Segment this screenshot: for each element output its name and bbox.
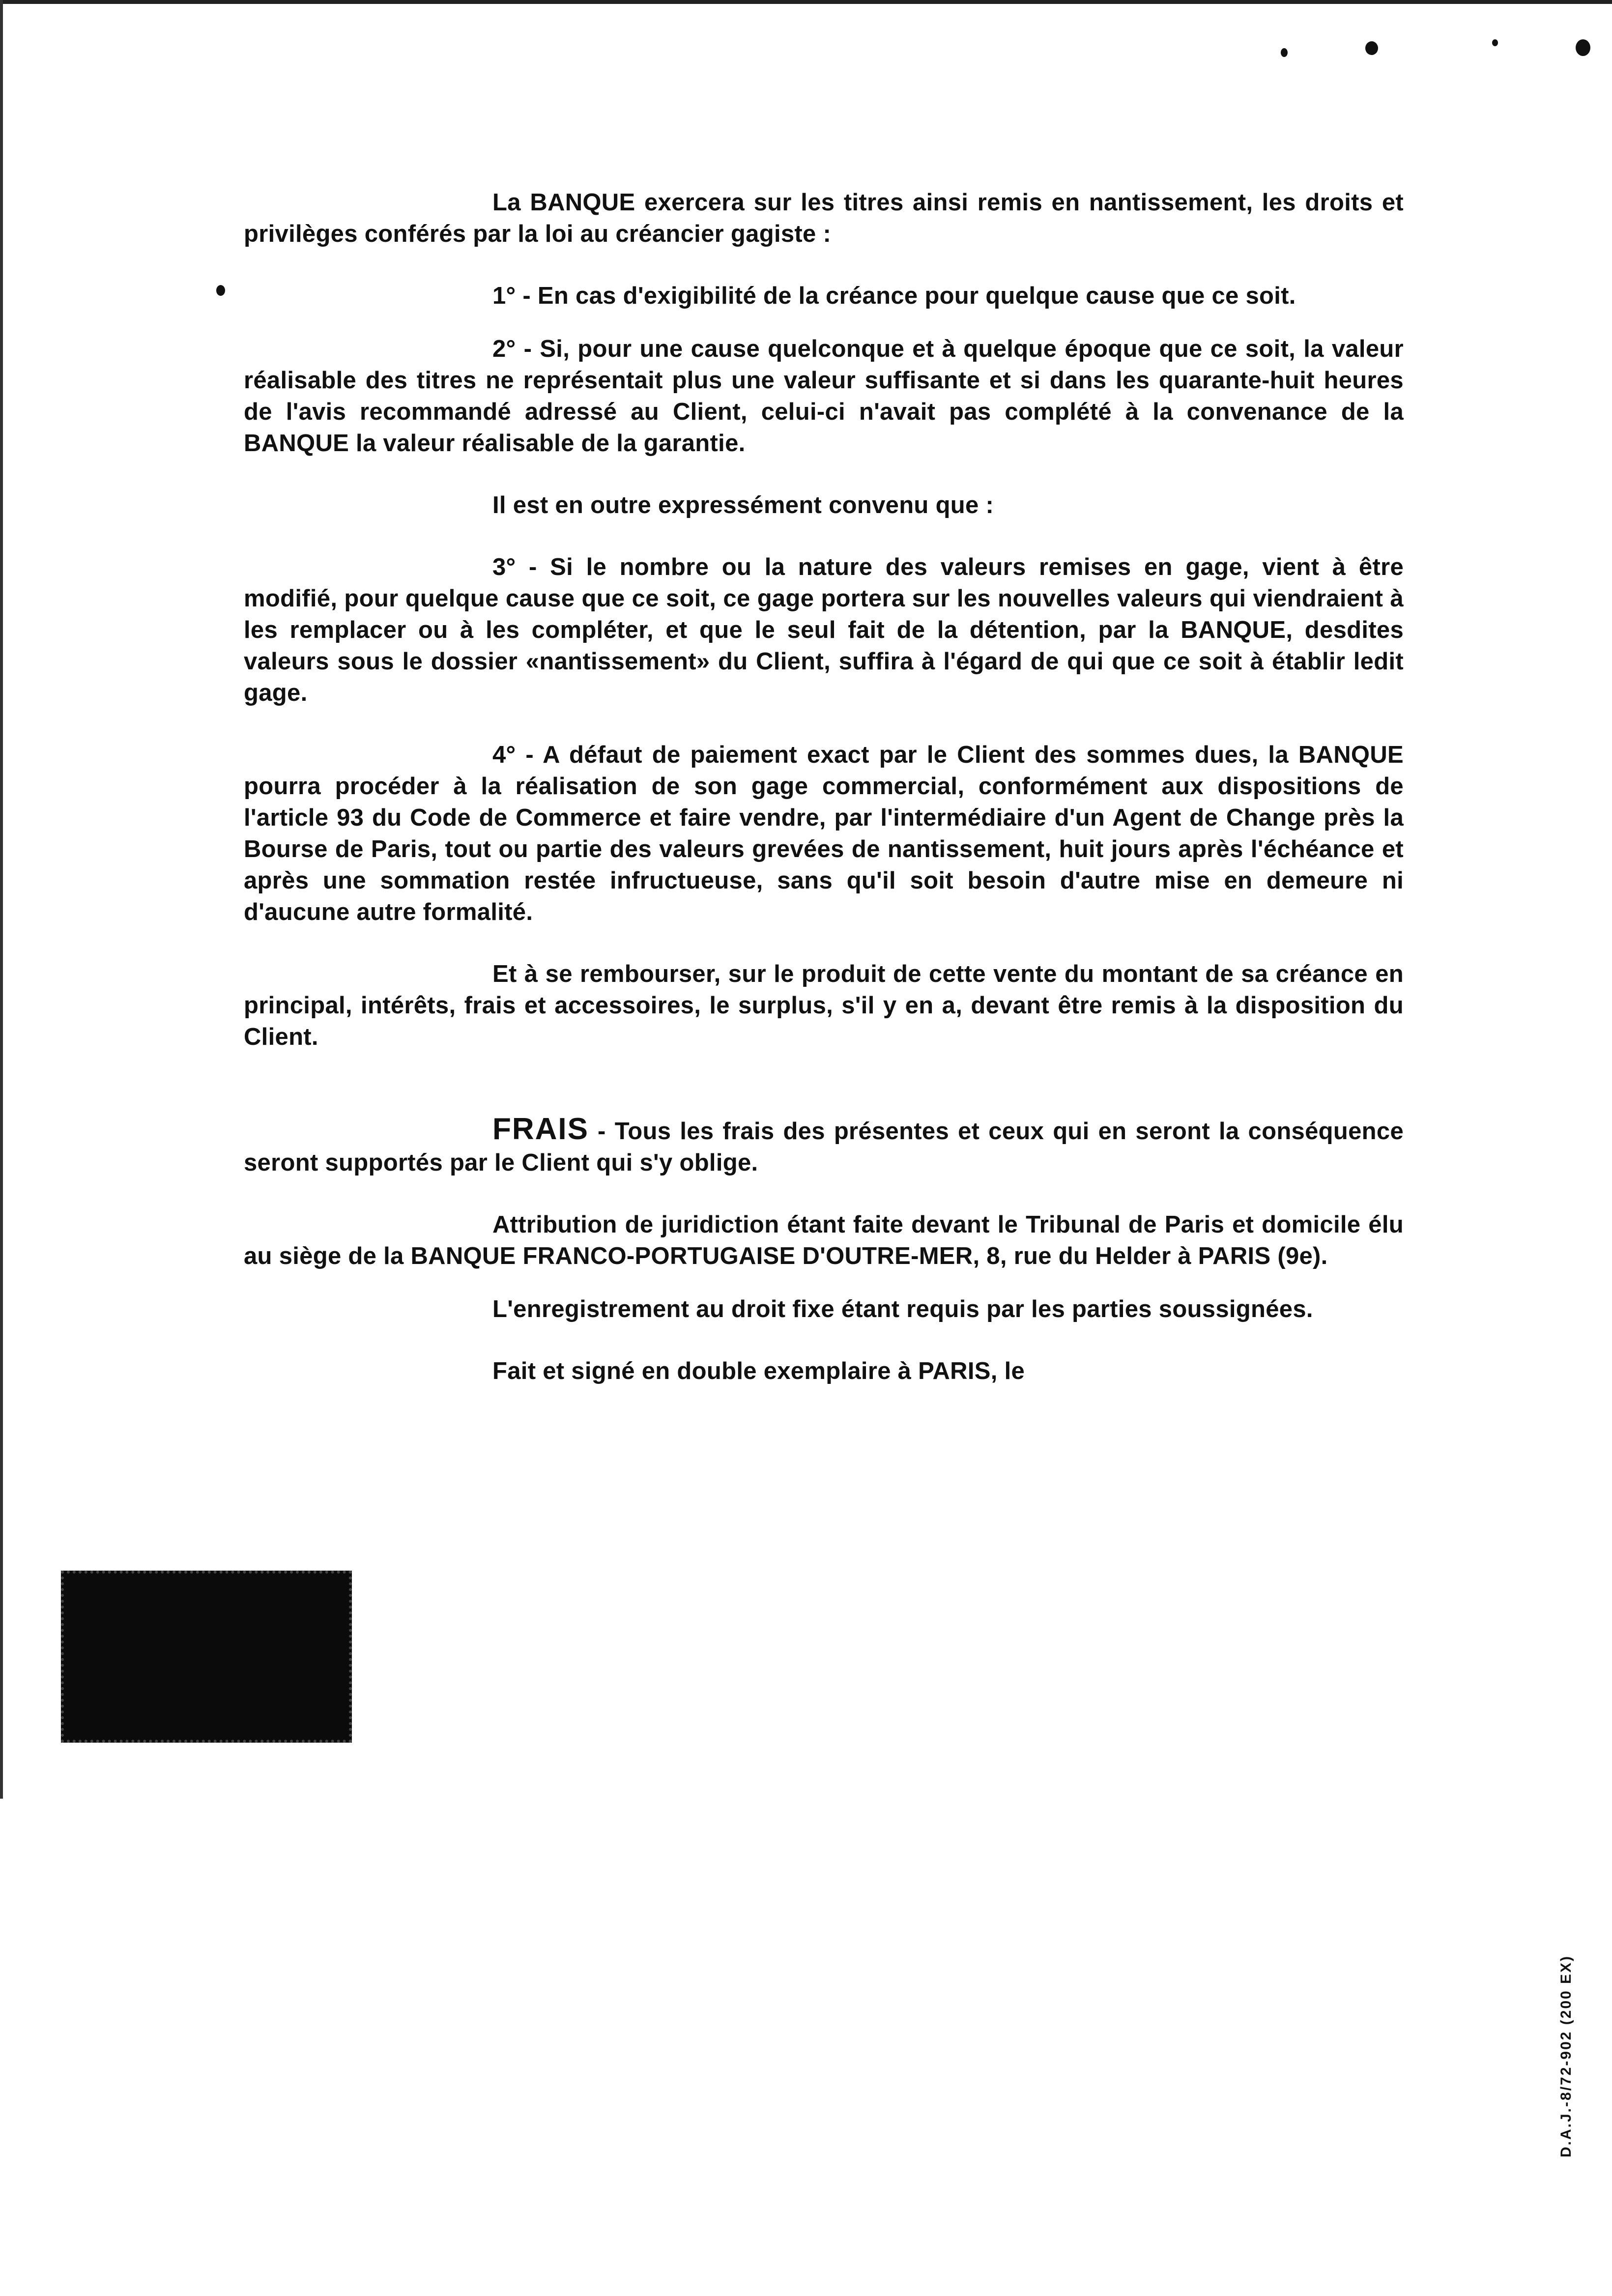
paragraph-clause-1: 1° - En cas d'exigibilité de la créance pour quelque cause que ce soit. [492, 283, 1296, 309]
contract-body [244, 187, 1404, 1387]
paragraph-reimbursement: Et à se rembourser, sur le produit de cette vente du montant de sa créance en principal, intérêts, frais et accessoires, le surplus, s'il y en a, devant être remis à la disposition du Client. [244, 961, 1404, 1050]
paragraph-agreement: Il est en outre expressément convenu que : [492, 492, 994, 518]
frais-keyword: FRAIS [492, 1112, 589, 1146]
scan-speck [1281, 48, 1288, 57]
paragraph-frais [244, 1114, 1404, 1178]
scan-speck [1365, 41, 1378, 55]
form-reference-code: D.A.J.-8/72-902 (200 EX) [1558, 1954, 1574, 2157]
paragraph-clause-2: 2° - Si, pour une cause quelconque et à quelque époque que ce soit, la valeur réalisable des titres ne représentait plus une valeur suffisante et si dans les quarante-huit heures de l'avis recommandé adressé au Client, celui-ci n'avait pas complété à la convenance de la BANQUE la valeur réalisable de la garantie. [244, 336, 1404, 457]
frais-text: - Tous les frais des présentes et ceux qui en seront la conséquence seront supportés par le Client qui s'y oblige. [244, 1118, 1404, 1176]
paragraph-registration: L'enregistrement au droit fixe étant requis par les parties soussignées. [492, 1296, 1313, 1322]
scan-speck [1492, 39, 1498, 46]
paragraph-rights: La BANQUE exercera sur les titres ainsi remis en nantissement, les droits et privilèges conférés par la loi au créancier gagiste : [244, 189, 1404, 247]
signature-line: Fait et signé en double exemplaire à PARIS, le [492, 1358, 1025, 1384]
page-top-edge [0, 0, 1612, 4]
scan-speck [1576, 39, 1590, 56]
paragraph-jurisdiction: Attribution de juridiction étant faite devant le Tribunal de Paris et domicile élu au siège de la BANQUE FRANCO-PORTUGAISE D'OUTRE-MER, 8, rue du Helder à PARIS (9e). [244, 1211, 1404, 1269]
paragraph-clause-4: 4° - A défaut de paiement exact par le Client des sommes dues, la BANQUE pourra procéder à la réalisation de son gage commercial, conformément aux dispositions de l'article 93 du Code de Commerce et faire vendre, par l'intermédiaire d'un Agent de Change près la Bourse de Paris, tout ou partie des valeurs grevées de nantissement, huit jours après l'échéance et après une sommation restée infructueuse, sans qu'il soit besoin d'autre mise en demeure ni d'aucune autre formalité. [244, 742, 1404, 925]
redacted-stamp-block [61, 1571, 352, 1743]
scan-speck [216, 285, 225, 296]
paragraph-clause-3: 3° - Si le nombre ou la nature des valeurs remises en gage, vient à être modifié, pour quelque cause que ce soit, ce gage portera sur les nouvelles valeurs qui viendraient à les remplacer ou à les compléter, et que le seul fait de la détention, par la BANQUE, desdites valeurs sous le dossier «nantissement» du Client, suffira à l'égard de qui que ce soit à établir ledit gage. [244, 554, 1404, 706]
page-left-edge [0, 0, 3, 1799]
